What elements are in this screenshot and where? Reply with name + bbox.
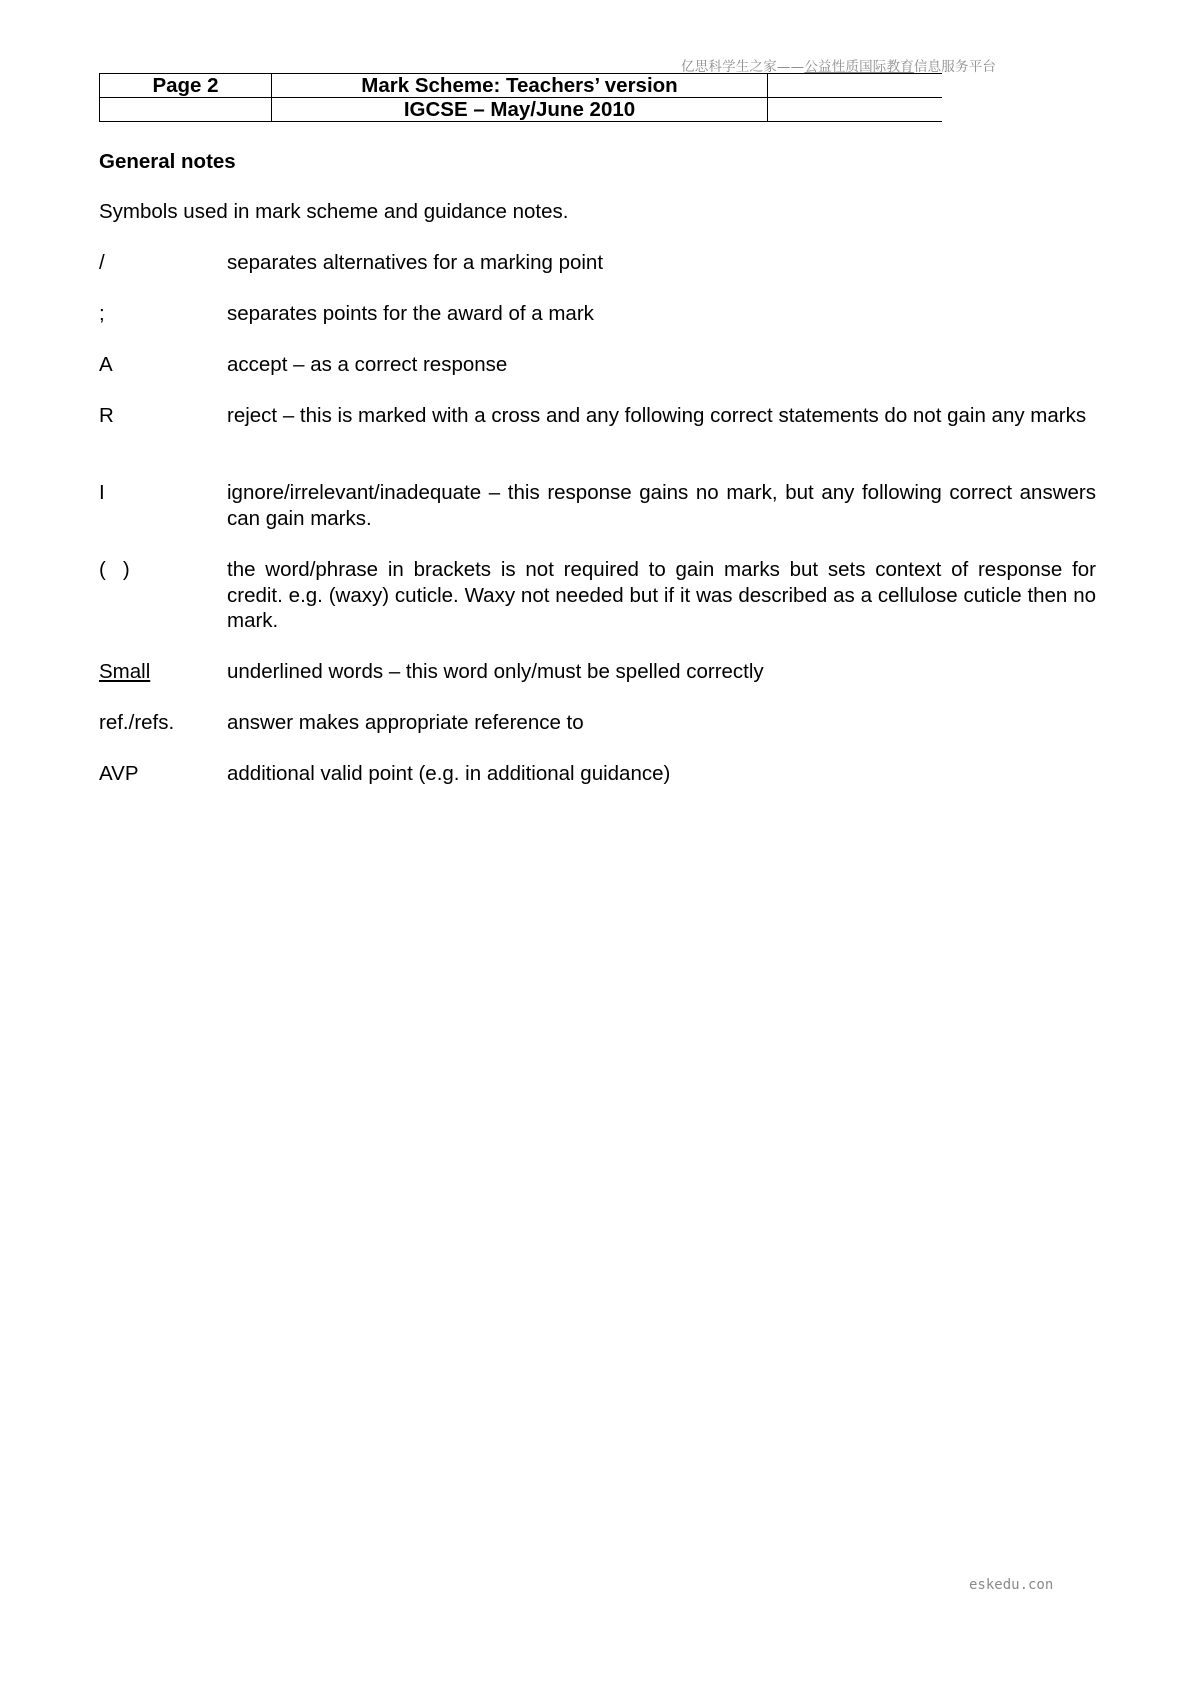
symbol-description: underlined words – this word only/must be spelled correctly	[227, 660, 764, 683]
header-table	[99, 73, 942, 122]
watermark-top-suffix: 信息服务平台	[913, 59, 997, 75]
symbol-avp: AVP	[99, 762, 139, 785]
header-empty-cell	[768, 74, 943, 98]
watermark-top-prefix: 亿思科学生之家——	[681, 59, 805, 75]
watermark-bottom: eskedu.con	[969, 1577, 1054, 1593]
symbol-description: separates alternatives for a marking point	[227, 251, 604, 274]
symbol-description: accept – as a correct response	[227, 353, 508, 376]
symbol-description: reject – this is marked with a cross and any following correct statements do not gain any marks	[227, 404, 1087, 427]
symbol-accept: A	[99, 353, 113, 376]
intro-text: Symbols used in mark scheme and guidance notes.	[99, 200, 569, 223]
document-title: Mark Scheme: Teachers’ version	[272, 74, 768, 98]
watermark-top	[681, 55, 996, 75]
symbol-description: ignore/irrelevant/inadequate – this response gains no mark, but any following correct answers can gain marks.	[227, 481, 1096, 530]
document-subtitle: IGCSE – May/June 2010	[272, 98, 768, 122]
section-heading: General notes	[99, 150, 236, 173]
symbol-slash: /	[99, 251, 105, 274]
symbol-semicolon: ;	[99, 302, 105, 325]
page-number: Page 2	[100, 74, 272, 98]
symbol-description: the word/phrase in brackets is not required to gain marks but sets context of response for credit. e.g. (waxy) cuticle. Waxy not needed but if it was described as a cellulose cuticle then no mark.	[227, 558, 1096, 632]
symbol-description: answer makes appropriate reference to	[227, 711, 584, 734]
symbol-description: additional valid point (e.g. in additional guidance)	[227, 762, 671, 785]
header-empty-cell	[768, 98, 943, 122]
symbol-reject: R	[99, 404, 114, 427]
symbol-ref: ref./refs.	[99, 711, 175, 734]
header-empty-cell	[100, 98, 272, 122]
symbol-ignore: I	[99, 481, 105, 504]
symbol-description: separates points for the award of a mark	[227, 302, 594, 325]
symbol-underlined: Small	[99, 660, 151, 683]
symbol-brackets: ( )	[99, 558, 130, 581]
watermark-top-underlined: 公益性质国际教育	[804, 59, 914, 75]
